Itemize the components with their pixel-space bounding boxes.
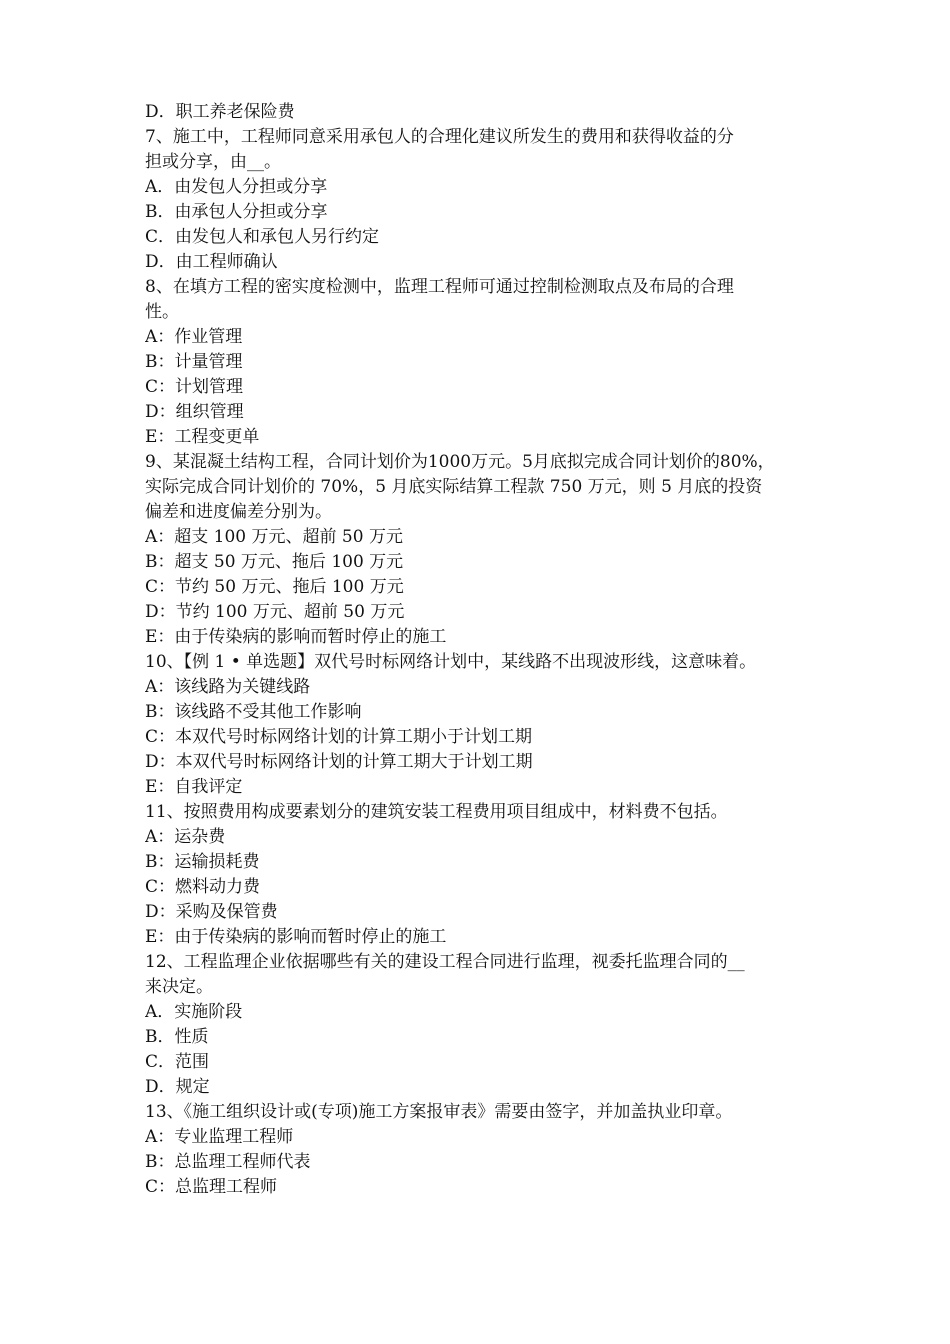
question-stem: 9、某混凝土结构工程，合同计划价为1000万元。5月底拟完成合同计划价的80%， [145, 452, 775, 472]
answer-option: A．实施阶段 [145, 1002, 243, 1022]
answer-option: C：总监理工程师 [145, 1177, 278, 1197]
answer-option: B．性质 [145, 1027, 209, 1047]
answer-option: E：由于传染病的影响而暂时停止的施工 [145, 627, 447, 647]
answer-option: D：组织管理 [145, 402, 244, 422]
answer-option: B：运输损耗费 [145, 852, 260, 872]
answer-option: A：超支 100 万元、超前 50 万元 [145, 527, 403, 547]
answer-option: C：节约 50 万元、拖后 100 万元 [145, 577, 404, 597]
question-stem: 11、按照费用构成要素划分的建筑安装工程费用项目组成中，材料费不包括。 [145, 802, 728, 822]
answer-option: D：节约 100 万元、超前 50 万元 [145, 602, 405, 622]
answer-option: C：计划管理 [145, 377, 244, 397]
answer-option: A：作业管理 [145, 327, 243, 347]
answer-option: D：本双代号时标网络计划的计算工期大于计划工期 [145, 752, 533, 772]
answer-option: E：由于传染病的影响而暂时停止的施工 [145, 927, 447, 947]
answer-option: B：该线路不受其他工作影响 [145, 702, 362, 722]
document-page [145, 100, 813, 1200]
answer-option: A：运杂费 [145, 827, 226, 847]
question-stem: 8、在填方工程的密实度检测中，监理工程师可通过控制检测取点及布局的合理 [145, 277, 734, 297]
answer-option: B．由承包人分担或分享 [145, 202, 328, 222]
answer-option: E：工程变更单 [145, 427, 260, 447]
answer-option: C．范围 [145, 1052, 210, 1072]
answer-option: C：燃料动力费 [145, 877, 261, 897]
answer-option: E：自我评定 [145, 777, 243, 797]
question-stem: 性。 [145, 302, 179, 322]
question-stem: 10、【例 1 • 单选题】双代号时标网络计划中，某线路不出现波形线，这意味着。 [145, 652, 757, 672]
question-stem: 担或分享，由__。 [145, 152, 281, 172]
question-stem: 来决定。 [145, 977, 213, 997]
answer-option: B：总监理工程师代表 [145, 1152, 311, 1172]
answer-option: D．由工程师确认 [145, 252, 278, 272]
question-stem: 偏差和进度偏差分别为。 [145, 502, 332, 522]
answer-option: D：采购及保管费 [145, 902, 278, 922]
answer-option: A：专业监理工程师 [145, 1127, 294, 1147]
answer-option: B：超支 50 万元、拖后 100 万元 [145, 552, 404, 572]
question-stem: 12、工程监理企业依据哪些有关的建设工程合同进行监理，视委托监理合同的__ [145, 952, 745, 972]
answer-option: C．由发包人和承包人另行约定 [145, 227, 380, 247]
answer-option: A．由发包人分担或分享 [145, 177, 328, 197]
answer-option: A：该线路为关键线路 [145, 677, 311, 697]
question-stem: 13、《施工组织设计或(专项)施工方案报审表》需要由签字，并加盖执业印章。 [145, 1102, 733, 1122]
question-stem: 实际完成合同计划价的 70%，5 月底实际结算工程款 750 万元，则 5 月底的投资 [145, 477, 763, 497]
question-stem: 7、施工中，工程师同意采用承包人的合理化建议所发生的费用和获得收益的分 [145, 127, 734, 147]
answer-option: B：计量管理 [145, 352, 243, 372]
answer-option: C：本双代号时标网络计划的计算工期小于计划工期 [145, 727, 533, 747]
answer-option: D．规定 [145, 1077, 210, 1097]
answer-option: D．职工养老保险费 [145, 102, 295, 122]
